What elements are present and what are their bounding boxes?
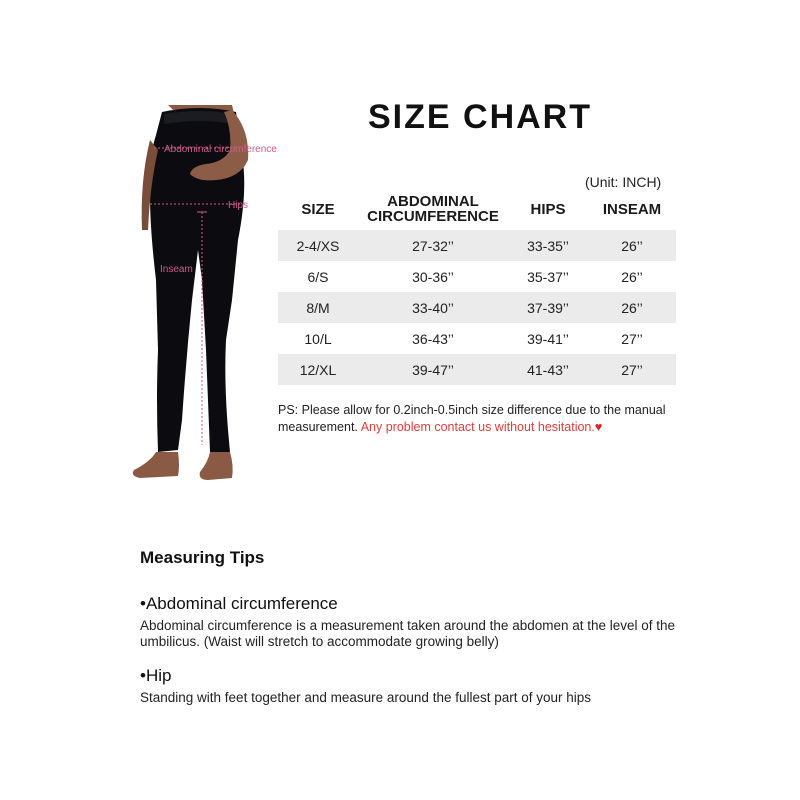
cell-size: 2-4/XS [278,230,358,261]
measuring-tips-title: Measuring Tips [140,548,265,567]
size-table [278,188,676,385]
header-abdominal-line1: ABDOMINAL [387,193,479,210]
cell-abdominal: 36-43’’ [412,330,454,347]
tip-heading-abdominal: •Abdominal circumference [140,594,338,613]
unit-label: (Unit: INCH) [585,174,662,190]
header-inseam: INSEAM [602,200,662,218]
cell-inseam: 26’’ [588,230,676,261]
cell-hips: 35-37’’ [527,268,569,285]
table-row [278,261,676,292]
table-row [278,354,676,385]
note-text: PS: Please allow for 0.2inch-0.5inch size difference due to the manual measurement. [278,403,666,434]
cell-hips: 37-39’’ [508,292,588,323]
cell-abdominal: 33-40’’ [358,292,508,323]
table-row [278,292,676,323]
cell-abdominal: 27-32’’ [358,230,508,261]
abdominal-label: Abdominal circumference [164,144,277,155]
cell-size: 8/M [278,292,358,323]
inseam-label: Inseam [160,264,193,275]
tip-body-abdominal: Abdominal circumference is a measurement taken around the abdomen at the level of the umbilicus. (Waist will stretch to accommodate growing belly) [140,618,676,649]
tip-body-hip: Standing with feet together and measure around the fullest part of your hips [140,690,592,705]
cell-hips: 33-35’’ [508,230,588,261]
contact-note: Any problem contact us without hesitation. [360,420,595,434]
tip-heading-hip: •Hip [140,666,172,685]
cell-inseam: 27’’ [621,330,643,347]
header-abdominal [358,188,508,230]
size-note [278,402,698,436]
heart-icon: ♥ [594,420,603,434]
table-row [278,323,676,354]
cell-abdominal: 39-47’’ [358,354,508,385]
table-row [278,230,676,261]
cell-size: 10/L [304,330,332,347]
cell-inseam: 26’’ [588,292,676,323]
cell-abdominal: 30-36’’ [412,268,454,285]
cell-size: 12/XL [278,354,358,385]
header-hips: HIPS [530,200,566,218]
header-size: SIZE [301,200,335,218]
table-header-row [278,188,676,230]
header-abdominal-line2: CIRCUMFERENCE [367,208,499,225]
page-title: SIZE CHART [368,98,592,136]
cell-hips: 41-43’’ [508,354,588,385]
cell-inseam: 27’’ [588,354,676,385]
cell-inseam: 26’’ [621,268,643,285]
cell-size: 6/S [307,268,329,285]
cell-hips: 39-41’’ [527,330,569,347]
hips-label: Hips [228,200,249,211]
